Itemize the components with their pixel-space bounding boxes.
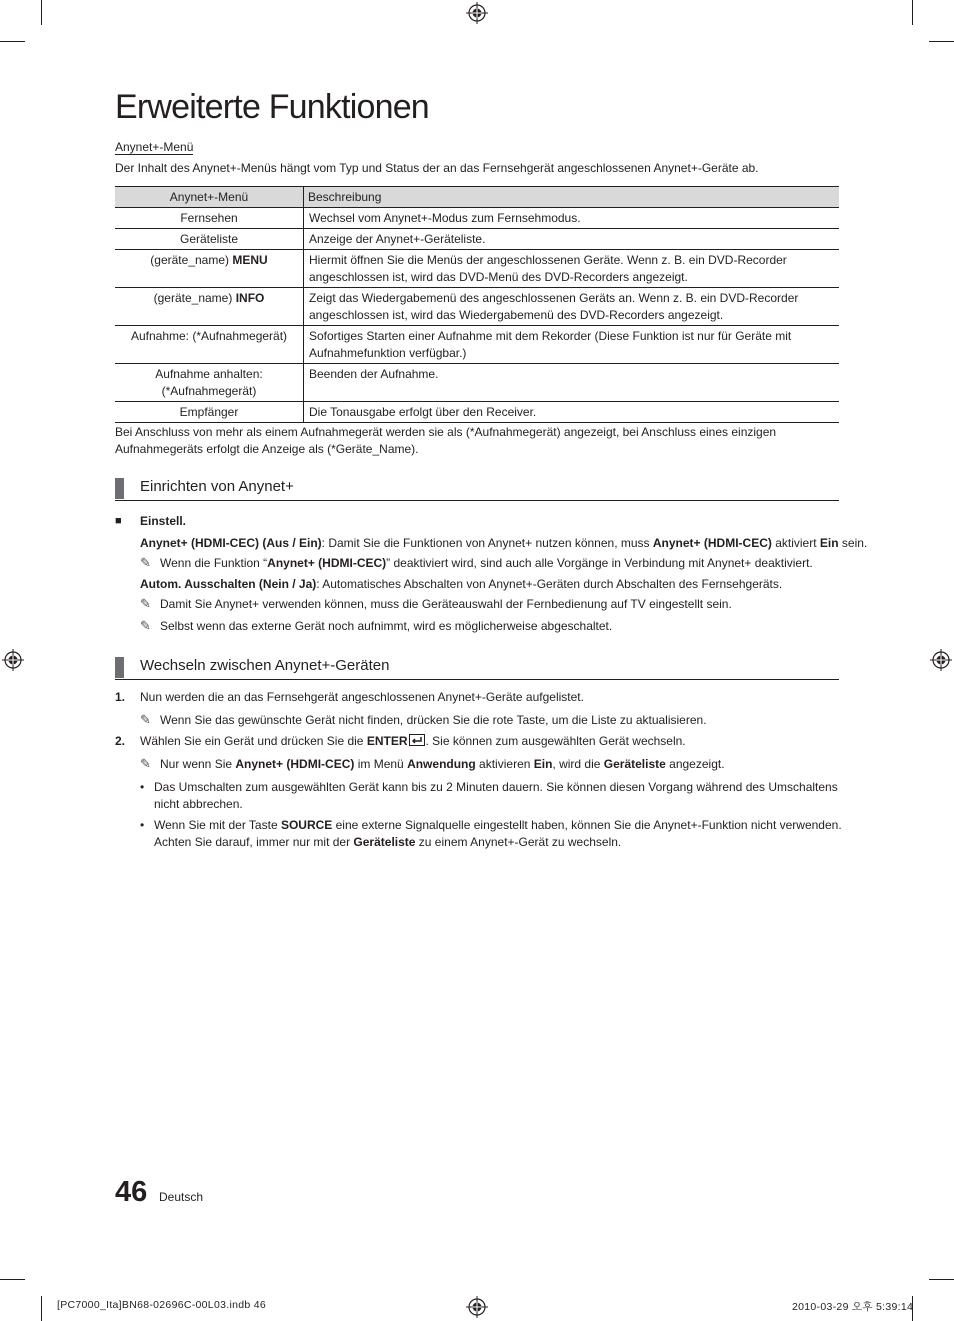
crop-mark (41, 0, 42, 25)
step-number: 1. (115, 690, 126, 704)
table-row (115, 364, 839, 402)
description-cell: Anzeige der Anynet+-Geräteliste. (304, 229, 840, 250)
text-bold: Geräteliste (353, 835, 416, 849)
enter-key-icon (409, 734, 425, 746)
text-span: : Automatisches Abschalten von Anynet+-Geräten durch Abschalten des Fernsehgeräts. (316, 577, 783, 591)
description-cell: Beenden der Aufnahme. (304, 364, 840, 402)
text-bold: SOURCE (280, 818, 333, 832)
table-header-row (115, 187, 839, 208)
menu-cell (115, 288, 304, 326)
text-span: sein. (838, 536, 868, 550)
note-line (140, 711, 707, 729)
section-divider (115, 679, 839, 680)
text-span: : Damit Sie die Funktionen von Anynet+ nutzen können, muss (321, 536, 653, 550)
dot-line: Das Umschalten zum ausgewählten Gerät kann bis zu 2 Minuten dauern. Sie können diesen Vorgang während des Umschaltens (154, 780, 838, 794)
note-line (140, 554, 813, 572)
imprint-date: 2010-03-29 오후 5:39:14 (792, 1301, 914, 1313)
auto-off-label: Autom. Ausschalten (Nein / Ja) (140, 577, 317, 591)
section-divider (115, 500, 839, 501)
note-pencil-icon: ✎ (140, 618, 151, 633)
menu-cell-prefix: (geräte_name) (153, 291, 236, 305)
note-pencil-icon: ✎ (140, 756, 151, 771)
section-bar (115, 657, 124, 678)
description-cell: Wechsel vom Anynet+-Modus zum Fernsehmodus. (304, 208, 840, 229)
crop-mark (929, 41, 954, 42)
dot-line (154, 834, 621, 851)
text-bold: Anynet+ (HDMI-CEC) (652, 536, 772, 550)
hdmi-cec-line (140, 535, 867, 552)
crop-mark (41, 1296, 42, 1321)
registration-mark-icon (2, 649, 24, 671)
text-span: Wenn Sie das gewünschte Gerät nicht finden, drücken Sie die rote Taste, um die Liste zu aktualisieren. (160, 713, 707, 727)
anynet-menu-intro: Der Inhalt des Anynet+-Menüs hängt vom Typ und Status der an das Fernsehgerät angeschlossenen Anynet+-Geräte ab. (115, 161, 759, 175)
menu-cell-key: INFO (235, 291, 265, 305)
text-span: im Menü (354, 757, 408, 771)
anynet-menu-table (115, 186, 839, 423)
step-number: 2. (115, 734, 126, 748)
crop-mark (0, 41, 25, 42)
description-cell: Die Tonausgabe erfolgt über den Receiver. (304, 402, 840, 423)
menu-cell: Geräteliste (115, 229, 304, 250)
table-row (115, 250, 839, 288)
dot-line (154, 817, 842, 834)
switching-heading: Wechseln zwischen Anynet+-Geräten (140, 657, 390, 674)
auto-off-line (140, 576, 782, 593)
text-span: Wenn Sie mit der Taste (154, 818, 281, 832)
text-span: ” deaktiviert wird, sind auch alle Vorgänge in Verbindung mit Anynet+ deaktiviert. (386, 556, 813, 570)
menu-cell (115, 326, 304, 364)
registration-mark-icon (466, 2, 488, 24)
note-pencil-icon: ✎ (140, 596, 151, 611)
menu-cell (115, 250, 304, 288)
text-span: Wenn die Funktion “ (160, 556, 268, 570)
note-line (140, 617, 612, 635)
text-span: Selbst wenn das externe Gerät noch aufnimmt, wird es möglicherweise abgeschaltet. (160, 619, 613, 633)
menu-cell-key: MENU (232, 253, 268, 267)
after-table-note: Bei Anschluss von mehr als einem Aufnahmegerät werden sie als (*Aufnahmegerät) angezeigt, bei Anschluss eines einzigen Aufnahmegeräts erfolgt die Anzeige als (*Geräte_Name). (115, 425, 777, 456)
table-row (115, 326, 839, 364)
text-span: aktivieren (475, 757, 534, 771)
table-header-menu: Anynet+-Menü (115, 187, 304, 208)
imprint-file: [PC7000_Ita]BN68-02696C-00L03.indb 46 (57, 1299, 266, 1311)
menu-cell-prefix: (geräte_name) (150, 253, 233, 267)
note-line (140, 755, 725, 773)
menu-cell-suffix: : (259, 367, 263, 381)
registration-mark-icon (930, 649, 952, 671)
menu-cell (115, 364, 304, 402)
text-bold: Ein (819, 536, 839, 550)
setup-heading: Einrichten von Anynet+ (140, 478, 294, 495)
dot-line: nicht abbrechen. (154, 797, 243, 811)
anynet-menu-label: Anynet+-Menü (115, 140, 194, 154)
text-span: eine externe Signalquelle eingestellt haben, können Sie die Anynet+-Funktion nicht verwenden. (332, 818, 842, 832)
registration-mark-icon (466, 1296, 488, 1318)
page-number: 46 (115, 1176, 148, 1208)
text-span: angezeigt. (665, 757, 725, 771)
menu-cell: Empfänger (115, 402, 304, 423)
crop-mark (0, 1279, 25, 1280)
menu-cell-line2: (*Aufnahmegerät) (161, 384, 257, 398)
text-bold: Anynet+ (HDMI-CEC) (267, 556, 387, 570)
step-2-text (140, 733, 686, 750)
dot-bullet-icon: • (140, 780, 145, 794)
text-span: aktiviert (771, 536, 820, 550)
page-language: Deutsch (159, 1190, 204, 1204)
menu-cell-key: Aufnahme (130, 329, 186, 343)
dot-bullet-icon: • (140, 818, 145, 832)
setup-bullet-label (140, 513, 186, 530)
text-span: Nur wenn Sie (160, 757, 236, 771)
table-header-description: Beschreibung (304, 187, 840, 208)
table-row (115, 402, 839, 423)
text-bold: Anwendung (407, 757, 476, 771)
hdmi-cec-label: Anynet+ (HDMI-CEC) (Aus / Ein) (140, 536, 322, 550)
text-bold: Anynet+ (HDMI-CEC) (235, 757, 355, 771)
note-line (140, 595, 732, 613)
description-cell: Hiermit öffnen Sie die Menüs der angeschlossenen Geräte. Wenn z. B. ein DVD-Recorder angeschlossen ist, wird das DVD-Menü des DVD-Recorders angezeigt. (304, 250, 840, 288)
text-span: , wird die (552, 757, 604, 771)
step-1-text: Nun werden die an das Fernsehgerät angeschlossenen Anynet+-Geräte aufgelistet. (140, 690, 584, 704)
text-span: zu einem Anynet+-Gerät zu wechseln. (415, 835, 622, 849)
menu-cell-key: Aufnahme anhalten (155, 367, 260, 381)
text-span: Achten Sie darauf, immer nur mit der (154, 835, 354, 849)
page-title: Erweiterte Funktionen (115, 88, 429, 126)
text-span: Wählen Sie ein Gerät und drücken Sie die (140, 734, 367, 748)
setup-bullet-text: Einstell. (140, 514, 187, 528)
bullet-icon: ■ (115, 515, 122, 527)
text-bold: Geräteliste (603, 757, 666, 771)
text-span: Damit Sie Anynet+ verwenden können, muss die Geräteauswahl der Fernbedienung auf TV eingestellt sein. (160, 597, 732, 611)
table-row (115, 288, 839, 326)
table-row (115, 208, 839, 229)
note-pencil-icon: ✎ (140, 712, 151, 727)
text-span: . Sie können zum ausgewählten Gerät wechseln. (425, 734, 686, 748)
text-bold: ENTER (366, 734, 408, 748)
description-cell: Sofortiges Starten einer Aufnahme mit dem Rekorder (Diese Funktion ist nur für Geräte mit Aufnahmefunktion verfügbar.) (304, 326, 840, 364)
crop-mark (929, 1279, 954, 1280)
crop-mark (912, 0, 913, 25)
note-pencil-icon: ✎ (140, 555, 151, 570)
menu-cell-suffix: : (*Aufnahmegerät) (185, 329, 288, 343)
table-row (115, 229, 839, 250)
section-bar (115, 478, 124, 499)
menu-cell: Fernsehen (115, 208, 304, 229)
text-bold: Ein (533, 757, 553, 771)
description-cell: Zeigt das Wiedergabemenü des angeschlossenen Geräts an. Wenn z. B. ein DVD-Recorder angeschlossen ist, wird das Wiedergabemenü des DVD-Recorders angezeigt. (304, 288, 840, 326)
